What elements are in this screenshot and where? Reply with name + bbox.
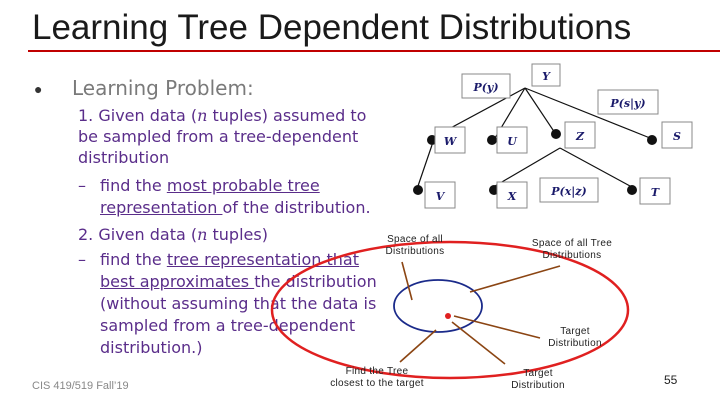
label-space-all-l1: Space of all — [387, 234, 443, 245]
sub1-line2-b: of the distribution. — [222, 198, 371, 217]
label-space-tree — [518, 238, 626, 262]
prob-psy: P(s|y) — [610, 97, 646, 110]
label-find-tree-l2: closest to the target — [330, 378, 424, 389]
label-target-l2: Distribution — [548, 338, 602, 349]
label-target-bottom-l1: Target — [523, 368, 553, 379]
node-w: W — [443, 135, 457, 148]
sub2-line4: sampled from a tree-dependent — [100, 316, 356, 335]
item1-line1-a: 1. Given data ( — [78, 106, 198, 125]
node-dot-s — [647, 135, 657, 145]
node-v: V — [435, 190, 445, 203]
node-y: Y — [542, 70, 550, 83]
prob-py: P(y) — [473, 81, 499, 94]
page-number: 55 — [664, 373, 678, 387]
node-x: X — [507, 190, 517, 203]
edge-w-v — [418, 145, 432, 186]
label-space-tree-l1: Space of all Tree — [531, 238, 613, 249]
label-target-bottom — [500, 368, 576, 392]
node-t: T — [650, 186, 660, 199]
label-space-tree-l2: Distributions — [542, 250, 602, 261]
sub2-line2-b: the distribution — [254, 272, 377, 291]
prob-pxz: P(x|z) — [551, 185, 587, 198]
node-z: Z — [575, 130, 585, 143]
target-point — [445, 313, 451, 319]
sub2-line2-a: best approximates — [100, 272, 255, 291]
node-dot-z — [551, 129, 561, 139]
pointer-space-all — [402, 262, 412, 300]
sub1-line1-a: find the — [100, 176, 167, 195]
sub1-dash: – — [78, 176, 86, 195]
item1-line3: distribution — [78, 148, 170, 167]
node-s: S — [673, 130, 681, 143]
bullet-icon: ● — [34, 81, 43, 97]
item2-line1-b: tuples) — [207, 225, 268, 244]
sub2-line1-b: tree representation that — [166, 250, 360, 269]
sub2-line5: distribution.) — [100, 338, 203, 357]
sub2-dash: – — [78, 250, 86, 269]
slide-title: Learning Tree Dependent Distributions — [32, 8, 632, 47]
node-dot-u — [487, 135, 497, 145]
item1-line2: be sampled from a tree-dependent — [78, 127, 359, 146]
label-target-bottom-l2: Distribution — [511, 380, 565, 391]
space-tree-distributions-ellipse — [394, 280, 482, 332]
item1-var-n: n — [197, 106, 208, 125]
sub2-line3: (without assuming that the data is — [100, 294, 377, 313]
space-all-distributions-ellipse — [272, 242, 628, 378]
footer-course: CIS 419/519 Fall’19 — [32, 380, 129, 392]
node-dot-t — [627, 185, 637, 195]
label-space-all-l2: Distributions — [385, 246, 445, 257]
sub2-line1-a: find the — [100, 250, 167, 269]
pointer-space-tree — [470, 266, 560, 292]
edge-y-z — [525, 88, 555, 133]
pointer-target-bottom — [452, 322, 505, 364]
item2-line1-a: 2. Given data ( — [78, 225, 198, 244]
item2-var-n: n — [197, 225, 208, 244]
sub1-line2-a: representation — [100, 198, 223, 217]
node-u: U — [507, 135, 517, 148]
label-find-tree-l1: Find the Tree — [345, 366, 409, 377]
label-target — [530, 326, 620, 350]
learning-problem-heading: Learning Problem: — [72, 76, 254, 100]
label-find-tree — [318, 366, 436, 390]
sub1-line1-b: most probable tree — [166, 176, 320, 195]
label-space-all — [366, 234, 464, 258]
label-target-l1: Target — [560, 326, 590, 337]
pointer-find-tree — [400, 330, 436, 362]
item1-line1-b: tuples) assumed to — [207, 106, 367, 125]
node-dot-v — [413, 185, 423, 195]
